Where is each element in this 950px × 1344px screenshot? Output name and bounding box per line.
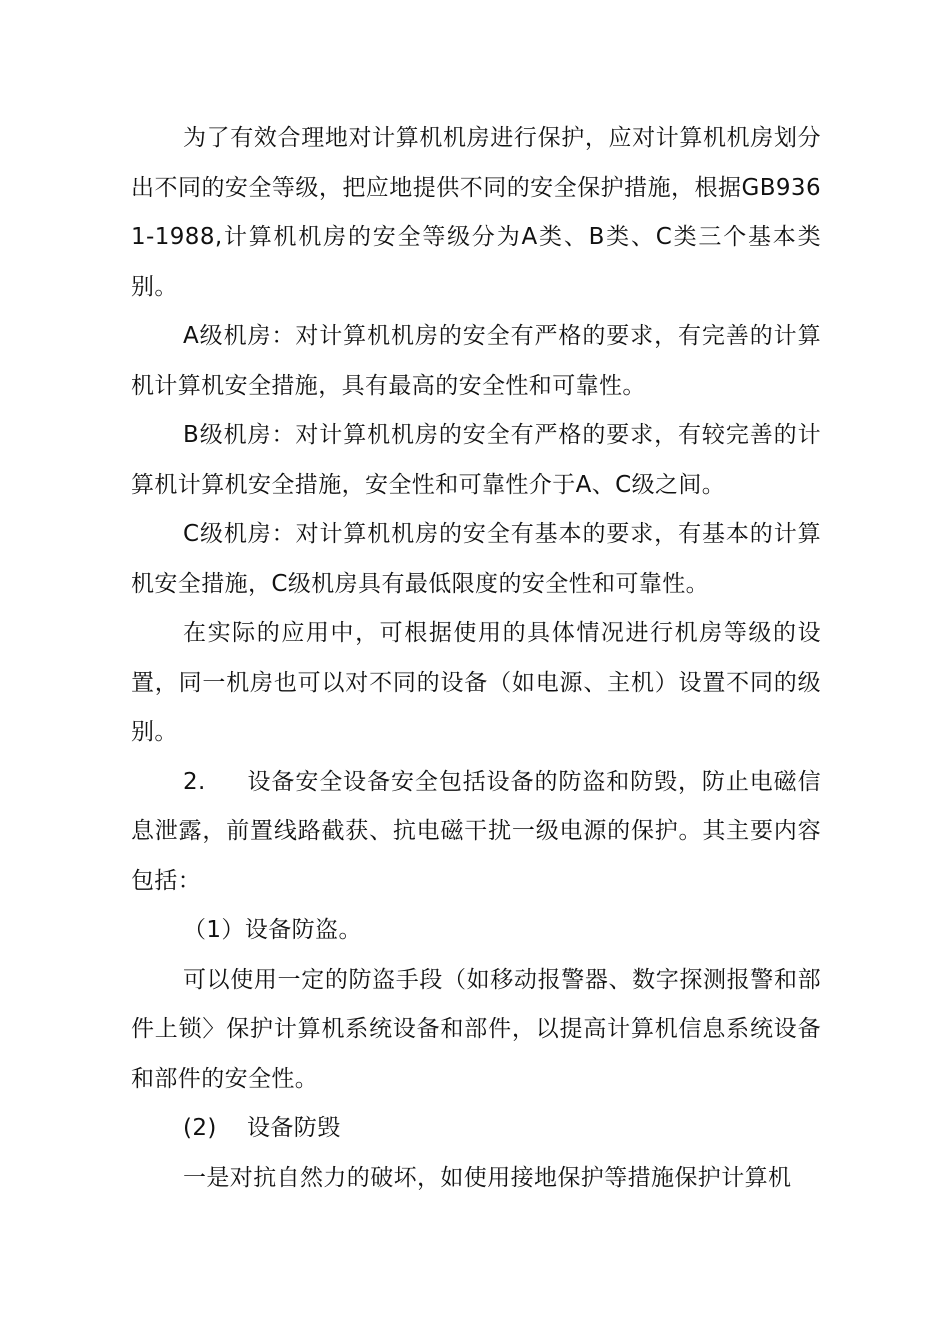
subheading-damage xyxy=(131,1104,821,1154)
subheading-theft xyxy=(131,906,821,956)
paragraph-level-c: C级机房：对计算机机房的安全有基本的要求，有基本的计算机安全措施，C级机房具有最低限度的安全性和可靠性。 xyxy=(131,521,821,597)
paragraph-damage-desc: 一是对抗自然力的破坏，如使用接地保护等措施保护计算机 xyxy=(183,1164,792,1191)
section-2-text: 设备安全设备安全包括设备的防盗和防毁，防止电磁信息泄露，前置线路截获、抗电磁干扰一级电源的保护。其主要内容包括： xyxy=(131,768,821,894)
paragraph-level-b: B级机房：对计算机机房的安全有严格的要求，有较完善的计算机计算机安全措施，安全性和可靠性介于A、C级之间。 xyxy=(131,422,821,498)
subheading-damage-text: 设备防毁 xyxy=(247,1115,341,1141)
section-2-paragraph xyxy=(131,758,821,907)
paragraph-level-a: A级机房：对计算机机房的安全有严格的要求，有完善的计算机计算机安全措施，具有最高的安全性和可靠性。 xyxy=(131,323,821,399)
subheading-theft-label: （1） xyxy=(183,917,245,943)
document-body xyxy=(131,114,821,1203)
paragraph-application: 在实际的应用中，可根据使用的具体情况进行机房等级的设置，同一机房也可以对不同的设备（如电源、主机）设置不同的级别。 xyxy=(131,620,821,745)
subheading-theft-text: 设备防盗。 xyxy=(244,917,362,943)
subheading-damage-label: (2) xyxy=(183,1115,217,1141)
paragraph-theft-desc: 可以使用一定的防盗手段（如移动报警器、数字探测报警和部件上锁〉保护计算机系统设备和部件，以提高计算机信息系统设备和部件的安全性。 xyxy=(131,966,821,1092)
paragraph-intro: 为了有效合理地对计算机机房进行保护，应对计算机机房划分出不同的安全等级，把应地提供不同的安全保护措施，根据GB9361-1988,计算机机房的安全等级分为A类、B类、C类三个基本类别。 xyxy=(131,125,821,300)
section-2-number: 2. xyxy=(183,768,206,795)
